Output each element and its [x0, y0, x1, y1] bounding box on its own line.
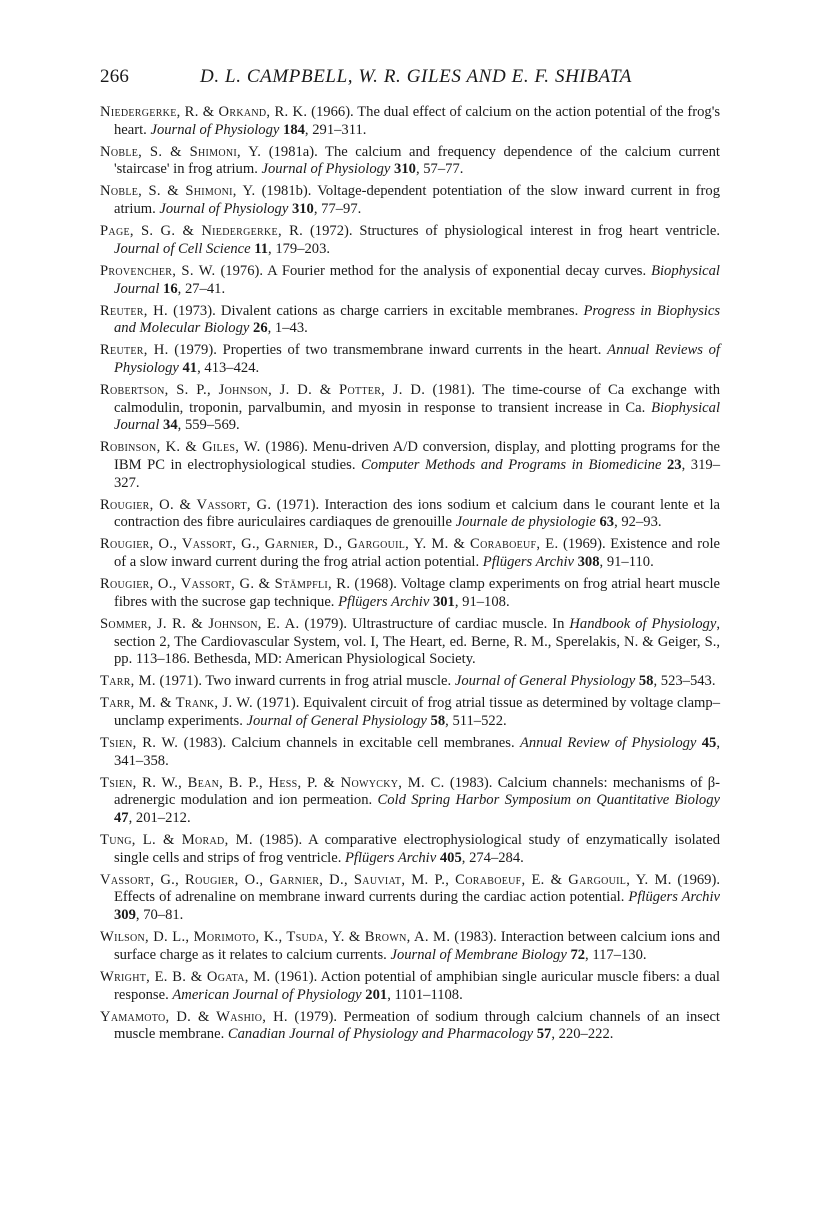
ref-volume: 310 — [288, 201, 314, 218]
ref-pages: , 220–222. — [551, 1026, 614, 1043]
ref-volume: 405 — [436, 849, 462, 866]
reference-item — [100, 775, 720, 828]
reference-item — [100, 1009, 720, 1044]
ref-title: Existence and role of a slow inward current during the frog atrial action potential. — [114, 536, 720, 571]
ref-volume: 301 — [429, 593, 455, 610]
reference-item — [100, 872, 720, 925]
ref-journal: Pflügers Archiv — [345, 849, 437, 866]
ref-authors: Yamamoto, D. & Washio, H. — [100, 1008, 288, 1025]
ref-authors: Noble, S. & Shimoni, Y. — [100, 143, 262, 160]
ref-year: (1976). — [215, 262, 268, 279]
running-authors: D. L. CAMPBELL, W. R. GILES AND E. F. SHIBATA — [200, 66, 632, 87]
ref-title: A Fourier method for the analysis of exponential decay curves. — [267, 262, 652, 279]
ref-volume: 11 — [250, 240, 269, 257]
ref-year: (1969). — [558, 536, 611, 553]
ref-authors: Reuter, H. — [100, 302, 168, 319]
ref-title: Menu-driven A/D conversion, display, and plotting programs for the IBM PC in electrophysiological studies. — [114, 439, 721, 474]
ref-pages: , 57–77. — [415, 161, 464, 178]
ref-volume: 309 — [114, 907, 136, 924]
ref-pages: , 201–212. — [128, 810, 191, 827]
ref-title: A comparative electrophysiological study of enzymatically isolated single cells and strips of frog ventricle. — [114, 832, 720, 866]
reference-item — [100, 382, 720, 435]
ref-title: Structures of physiological interest in frog heart ventricle. — [359, 223, 720, 240]
ref-authors: Wright, E. B. & Ogata, M. — [100, 968, 271, 985]
ref-authors: Rougier, O., Vassort, G. & Stämpfli, R. — [100, 576, 351, 593]
ref-volume: 57 — [533, 1026, 552, 1043]
ref-year: (1968). — [350, 576, 401, 593]
ref-pages: , 179–203. — [268, 240, 331, 257]
reference-item — [100, 144, 720, 179]
ref-journal: Pflügers Archiv — [338, 593, 430, 610]
ref-title: Action potential of amphibian single auricular muscle fibers: a dual response. — [114, 968, 720, 1003]
ref-authors: Rougier, O. & Vassort, G. — [100, 496, 272, 513]
ref-year: (1981b). — [255, 183, 318, 200]
ref-title: Voltage clamp experiments on frog atrial heart muscle fibres with the sucrose gap technique. — [114, 576, 720, 610]
ref-pages: , 27–41. — [177, 280, 226, 297]
ref-year: (1969). — [671, 871, 720, 888]
ref-year: (1979). — [299, 615, 352, 632]
reference-item — [100, 104, 720, 139]
ref-pages: , 341–358. — [114, 734, 720, 769]
ref-year: (1979). — [168, 342, 223, 359]
ref-journal: Canadian Journal of Physiology and Pharmacology — [227, 1026, 534, 1043]
ref-year: (1971). — [252, 695, 304, 712]
ref-pages: , 91–110. — [599, 554, 654, 571]
ref-pages: , section 2, The Cardiovascular System, vol. I, The Heart, ed. Berne, R. M., Sperelakis, N. & Geiger, S., pp. 113–186. Bethesda, MD: American Physiological Society. — [114, 615, 720, 668]
ref-title: Calcium channels in excitable cell membranes. — [231, 734, 520, 751]
ref-journal: American Journal of Physiology — [172, 986, 362, 1003]
reference-item — [100, 929, 720, 964]
ref-volume: 41 — [178, 359, 198, 376]
ref-pages: , 77–97. — [313, 201, 362, 218]
ref-title: Ultrastructure of cardiac muscle. In — [351, 615, 570, 632]
ref-volume: 45 — [696, 734, 717, 751]
ref-year: (1971). — [155, 673, 206, 690]
ref-pages: , 291–311. — [304, 121, 367, 138]
reference-item — [100, 616, 720, 669]
reference-item — [100, 673, 720, 691]
ref-title: The calcium and frequency dependence of the calcium current 'staircase' in frog atrium. — [114, 143, 720, 178]
reference-item — [100, 536, 720, 571]
ref-year: (1979). — [287, 1008, 344, 1025]
ref-volume: 310 — [390, 161, 416, 178]
ref-journal: Cold Spring Harbor Symposium on Quantitative Biology — [377, 792, 721, 809]
ref-volume: 201 — [361, 986, 388, 1003]
ref-authors: Tarr, M. & Trank, J. W. — [100, 695, 253, 712]
ref-title: Divalent cations as charge carriers in excitable membranes. — [220, 302, 584, 319]
ref-authors: Vassort, G., Rougier, O., Garnier, D., Sauviat, M. P., Coraboeuf, E. & Gargouil, Y. M. — [100, 871, 672, 888]
reference-item — [100, 342, 720, 377]
ref-journal: Journal of General Physiology — [454, 673, 636, 690]
ref-title: Interaction des ions sodium et calcium dans le courant lente et la contraction des fibre auriculaires cardiaques de grenouille — [114, 496, 720, 531]
ref-year: (1961). — [270, 968, 321, 985]
ref-authors: Reuter, H. — [100, 342, 169, 359]
ref-authors: Wilson, D. L., Morimoto, K., Tsuda, Y. & Brown, A. M. — [100, 929, 451, 946]
ref-authors: Robertson, S. P., Johnson, J. D. & Potter, J. D. — [100, 381, 426, 398]
reference-item — [100, 183, 720, 218]
ref-journal: Progress in Biophysics and Molecular Biology — [114, 302, 721, 337]
ref-volume: 58 — [635, 673, 654, 690]
ref-year: (1983). — [178, 734, 232, 751]
ref-title: Calcium channels: mechanisms of β-adrenergic modulation and ion permeation. — [114, 774, 720, 809]
ref-journal: Biophysical Journal — [114, 399, 720, 434]
ref-authors: Provencher, S. W. — [100, 262, 216, 279]
ref-authors: Tung, L. & Morad, M. — [100, 832, 253, 849]
ref-volume: 58 — [426, 712, 446, 729]
ref-pages: , 319–327. — [114, 457, 720, 491]
reference-list — [100, 104, 720, 1048]
reference-item — [100, 735, 720, 770]
ref-journal: Annual Reviews of Physiology — [114, 342, 720, 376]
reference-item — [100, 303, 720, 338]
ref-journal: Handbook of Physiology — [569, 615, 717, 632]
ref-journal: Journal of Physiology — [261, 161, 391, 178]
ref-volume: 72 — [566, 946, 586, 963]
ref-title: Voltage-dependent potentiation of the slow inward current in frog atrium. — [114, 183, 720, 218]
ref-journal: Annual Review of Physiology — [519, 734, 697, 751]
reference-item — [100, 969, 720, 1004]
ref-journal: Journal of Physiology — [159, 201, 289, 218]
ref-volume: 16 — [159, 280, 178, 297]
ref-pages: , 523–543. — [653, 673, 716, 690]
ref-pages: , 413–424. — [197, 359, 260, 376]
ref-title: The dual effect of calcium on the action potential of the frog's heart. — [114, 104, 721, 138]
ref-title: The time-course of Ca exchange with calmodulin, troponin, parvalbumin, and myosin in response to transient increase in Ca. — [114, 381, 720, 416]
ref-authors: Tarr, M. — [100, 673, 156, 690]
ref-pages: , 70–81. — [135, 907, 184, 924]
ref-year: (1972). — [303, 223, 360, 240]
ref-journal: Journal of General Physiology — [246, 712, 427, 729]
reference-item — [100, 497, 720, 532]
ref-journal: Pflügers Archiv — [482, 554, 574, 571]
ref-year: (1981a). — [261, 143, 326, 160]
ref-year: (1966). — [307, 104, 358, 120]
ref-volume: 184 — [279, 121, 305, 138]
ref-journal: Computer Methods and Programs in Biomedicine — [361, 457, 662, 474]
ref-year: (1981). — [425, 381, 483, 398]
ref-authors: Sommer, J. R. & Johnson, E. A. — [100, 615, 300, 632]
ref-title: Equivalent circuit of frog atrial tissue as determined by voltage clamp–unclamp experiments. — [114, 695, 720, 729]
ref-year: (1971). — [271, 496, 325, 513]
ref-year: (1983). — [450, 929, 501, 946]
ref-year: (1986). — [260, 439, 313, 456]
ref-journal: Journale de physiologie — [455, 514, 596, 531]
reference-item — [100, 695, 720, 730]
ref-authors: Rougier, O., Vassort, G., Garnier, D., Gargouil, Y. M. & Coraboeuf, E. — [100, 536, 559, 553]
ref-volume: 34 — [159, 417, 178, 434]
reference-item — [100, 439, 720, 492]
ref-year: (1983). — [444, 774, 498, 791]
ref-pages: , 1–43. — [267, 320, 308, 337]
ref-authors: Noble, S. & Shimoni, Y. — [100, 183, 256, 200]
ref-authors: Robinson, K. & Giles, W. — [100, 439, 261, 456]
ref-pages: , 91–108. — [454, 593, 510, 610]
ref-title: Interaction between calcium ions and surface charge as it relates to calcium currents. — [114, 929, 720, 963]
ref-pages: , 274–284. — [461, 849, 524, 866]
page-number: 266 — [100, 66, 130, 87]
ref-journal: Biophysical Journal — [114, 262, 720, 297]
ref-authors: Niedergerke, R. & Orkand, R. K. — [100, 104, 308, 120]
reference-item — [100, 576, 720, 611]
ref-journal: Journal of Cell Science — [114, 240, 251, 257]
ref-authors: Page, S. G. & Niedergerke, R. — [100, 223, 304, 240]
ref-title: Two inward currents in frog atrial muscle. — [205, 673, 455, 690]
ref-journal: Journal of Physiology — [150, 121, 280, 138]
ref-title: Permeation of sodium through calcium channels of an insect muscle membrane. — [114, 1008, 720, 1043]
reference-item — [100, 263, 720, 298]
ref-volume: 308 — [573, 554, 600, 571]
ref-pages: , 117–130. — [585, 946, 647, 963]
ref-volume: 23 — [661, 457, 682, 474]
ref-pages: , 92–93. — [614, 514, 662, 531]
ref-pages: , 511–522. — [445, 712, 507, 729]
ref-year: (1985). — [252, 832, 309, 849]
ref-pages: , 559–569. — [177, 417, 240, 434]
reference-item — [100, 223, 720, 258]
ref-volume: 26 — [249, 320, 268, 337]
ref-title: Effects of adrenaline on membrane inward currents during the cardiac action potential. — [114, 889, 629, 906]
ref-authors: Tsien, R. W. — [100, 734, 179, 751]
ref-title: Properties of two transmembrane inward currents in the heart. — [222, 342, 608, 359]
ref-year: (1973). — [167, 302, 221, 319]
ref-volume: 47 — [114, 810, 129, 827]
ref-journal: Pflügers Archiv — [628, 889, 720, 906]
ref-pages: , 1101–1108. — [387, 986, 463, 1003]
reference-item — [100, 832, 720, 867]
ref-volume: 63 — [595, 514, 615, 531]
ref-authors: Tsien, R. W., Bean, B. P., Hess, P. & Nowycky, M. C. — [100, 774, 445, 791]
ref-journal: Journal of Membrane Biology — [390, 946, 567, 963]
